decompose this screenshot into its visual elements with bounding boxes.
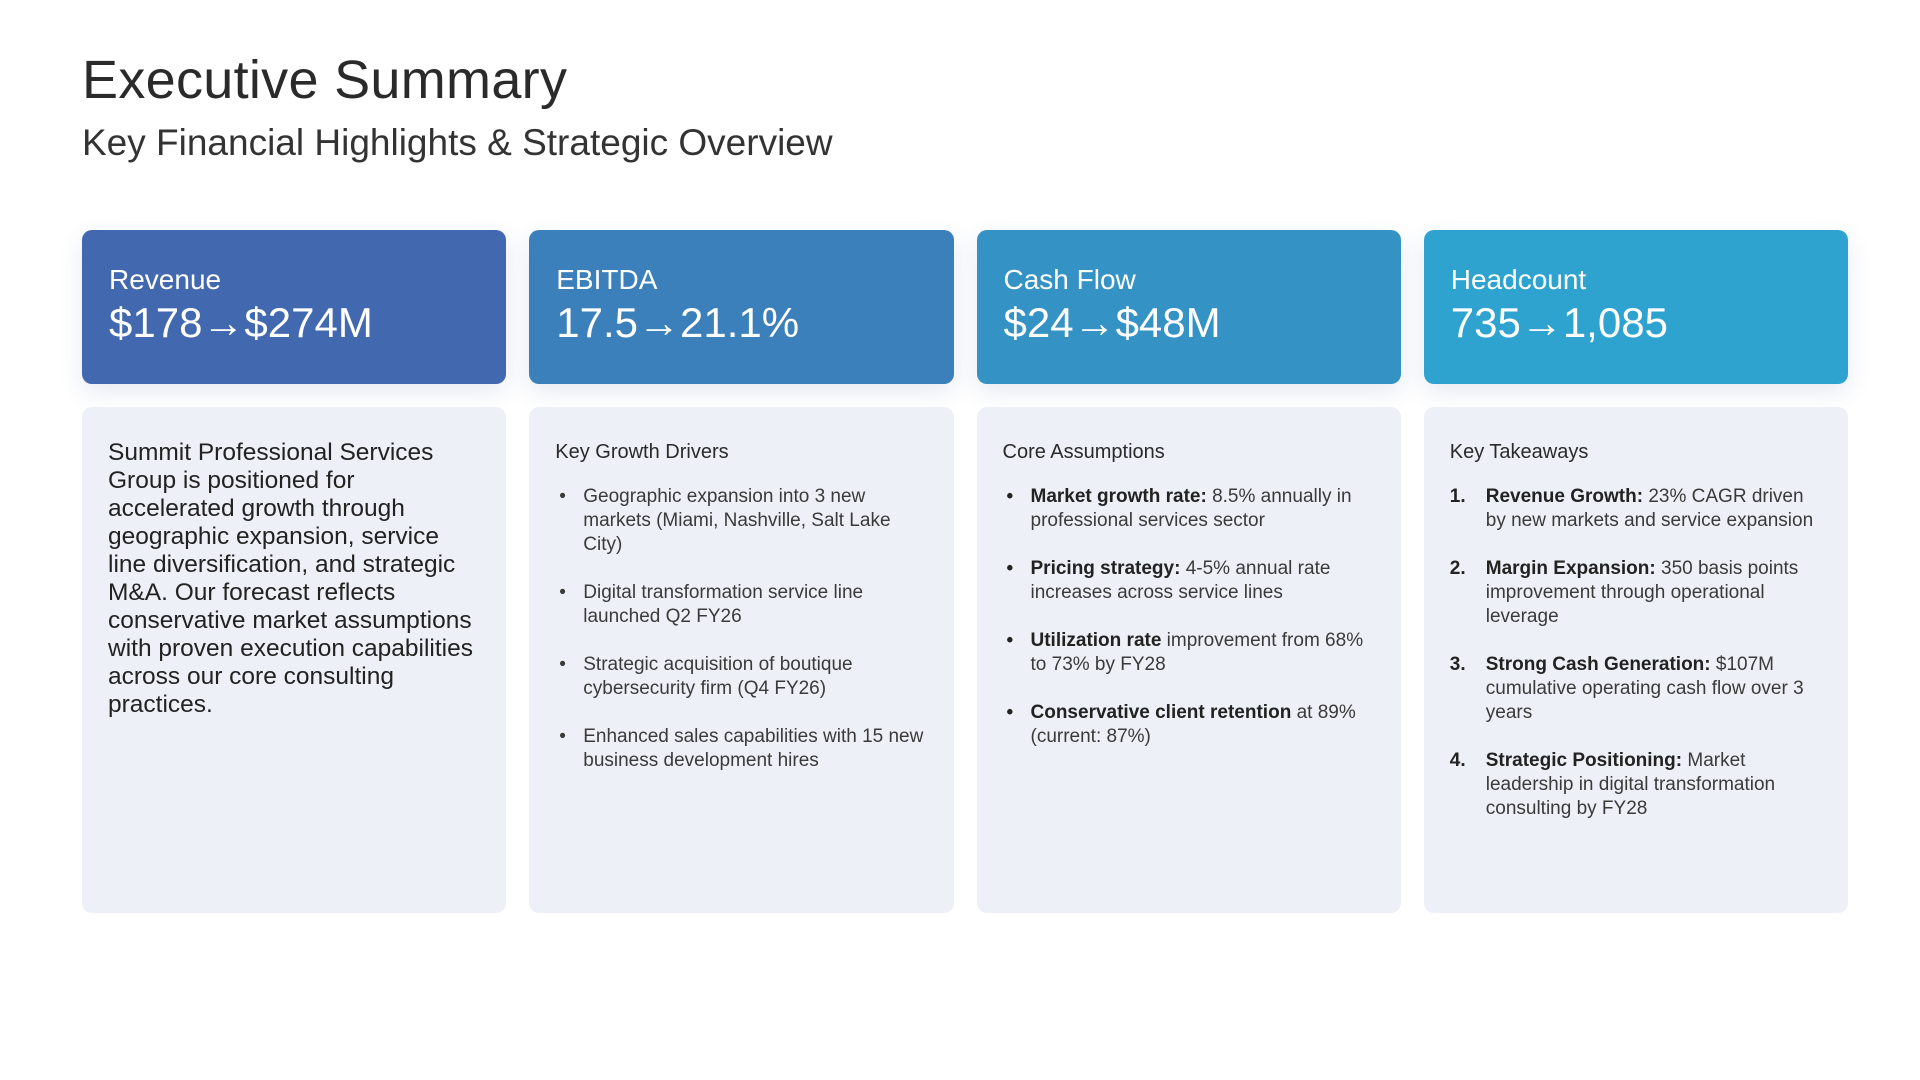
list-number: 3. [1449,654,1466,675]
list-item [555,653,927,701]
list-item [555,485,927,557]
takeaways-card [1424,407,1848,913]
list-item [1450,557,1822,629]
bullet-icon: • [559,726,566,747]
list-item-text: Market leadership in digital transformation consulting by FY28 [1485,750,1776,819]
kpi-value: 17.5→21.1% [556,299,800,346]
bullet-icon: • [1006,630,1014,651]
kpi-label: Revenue [109,264,222,295]
summary-card [82,407,506,913]
list-item [1003,629,1375,677]
kpi-label: Headcount [1450,264,1587,295]
list-item [1003,701,1375,749]
list-item-text: $107M cumulative operating cash flow over 3 years [1485,654,1804,723]
bullet-icon: • [1006,558,1014,579]
list-item [555,581,927,629]
kpi-card-cash-flow [977,230,1401,384]
kpi-value: $178→$274M [109,299,373,346]
list-item [1450,749,1822,821]
bullet-icon: • [1006,702,1014,723]
growth-drivers-list [555,485,927,773]
list-item-text: Digital transformation service line launched Q2 FY26 [583,582,864,627]
kpi-row [82,230,1848,384]
page-title: Executive Summary [82,50,568,110]
list-item [1450,485,1822,533]
takeaways-list [1450,485,1822,821]
list-item-text: 8.5% annually in professional services sector [1030,486,1352,531]
list-item-bold: Margin Expansion: [1485,558,1656,579]
list-item [1450,653,1822,725]
list-item-text: Strategic acquisition of boutique cybersecurity firm (Q4 FY26) [583,654,853,699]
list-item-text: 4-5% annual rate increases across service lines [1030,558,1331,603]
list-item-bold: Pricing strategy: [1030,558,1181,579]
list-item-bold: Conservative client retention [1030,702,1292,723]
list-item [1003,557,1375,605]
list-item-bold: Revenue Growth: [1485,486,1644,507]
bullet-icon: • [1006,486,1014,507]
summary-text: Summit Professional Services Group is positioned for accelerated growth through geographic expansion, service line diversification, and strategic M&A. Our forecast reflects conservative market assumptions with proven execution capabilities across our core consulting practices. [108,439,473,718]
kpi-card-revenue [82,230,506,384]
kpi-card-ebitda [529,230,953,384]
assumptions-card [977,407,1401,913]
kpi-card-headcount [1424,230,1848,384]
list-item [1003,485,1375,533]
bullet-icon: • [559,654,566,675]
card-heading: Core Assumptions [1002,441,1165,463]
page-subtitle: Key Financial Highlights & Strategic Overview [82,122,833,163]
list-item-text: improvement from 68% to 73% by FY28 [1030,630,1364,675]
list-number: 2. [1449,558,1466,579]
detail-card-row [82,407,1848,913]
list-number: 4. [1449,750,1466,771]
growth-drivers-card [529,407,953,913]
list-item-text: 350 basis points improvement through operational leverage [1485,558,1799,627]
list-number: 1. [1449,486,1466,507]
kpi-value: $24→$48M [1003,299,1221,346]
assumptions-list [1003,485,1375,749]
bullet-icon: • [559,486,566,507]
list-item-bold: Utilization rate [1030,630,1162,651]
list-item-text: Enhanced sales capabilities with 15 new business development hires [583,726,924,771]
list-item-text: 23% CAGR driven by new markets and service expansion [1485,486,1814,531]
card-heading: Key Takeaways [1449,441,1589,463]
list-item [555,725,927,773]
list-item-bold: Market growth rate: [1030,486,1207,507]
kpi-label: Cash Flow [1003,264,1136,295]
list-item-bold: Strategic Positioning: [1485,750,1683,771]
list-item-bold: Strong Cash Generation: [1485,654,1711,675]
list-item-text: at 89% (current: 87%) [1030,702,1356,747]
kpi-label: EBITDA [556,264,658,295]
kpi-value: 735→1,085 [1450,299,1668,346]
list-item-text: Geographic expansion into 3 new markets (Miami, Nashville, Salt Lake City) [583,486,891,555]
card-heading: Key Growth Drivers [555,441,729,463]
bullet-icon: • [559,582,566,603]
